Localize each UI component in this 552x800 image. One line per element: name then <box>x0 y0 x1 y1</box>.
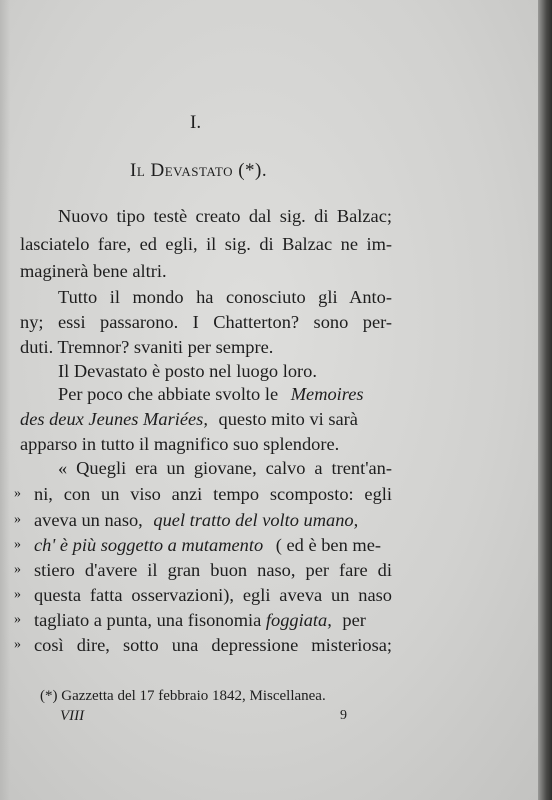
text-span: tagliato a punta, una fisonomia <box>34 610 262 630</box>
text-line: « Quegli era un giovane, calvo a trent'an- <box>58 458 392 478</box>
quote-mark: » <box>14 637 21 652</box>
text-line: Tutto il mondo ha conosciuto gli Anto- <box>58 287 392 307</box>
quote-mark: » <box>14 486 21 501</box>
text-span: questo mito vi sarà <box>218 409 358 429</box>
signature-mark: VIII <box>60 708 85 724</box>
text-line: stiero d'avere il gran buon naso, per fare di <box>34 560 392 580</box>
text-line: ny; essi passarono. I Chatterton? sono per- <box>20 312 392 332</box>
italic-phrase: quel tratto del volto umano, <box>153 510 359 530</box>
italic-title: Memoires <box>290 384 364 404</box>
text-line: ni, con un viso anzi tempo scomposto: egli <box>34 484 392 504</box>
text-span: Per poco che abbiate svolto le <box>58 384 279 404</box>
italic-title: des deux Jeunes Mariées, <box>20 409 208 429</box>
text-span: ( ed è ben me- <box>275 535 381 555</box>
text-line: Nuovo tipo testè creato dal sig. di Balzac; <box>58 206 392 226</box>
quote-mark: » <box>14 562 21 577</box>
italic-phrase: ch' è più soggetto a mutamento <box>34 535 264 555</box>
text-line: apparso in tutto il magnifico suo splendore. <box>20 434 340 454</box>
text-line: Il Devastato è posto nel luogo loro. <box>58 361 317 381</box>
italic-phrase: foggiata, <box>265 610 332 630</box>
footnote: (*) Gazzetta del 17 febbraio 1842, Miscellanea. <box>40 688 326 704</box>
text-line: lasciatelo fare, ed egli, il sig. di Balzac ne im- <box>20 234 392 254</box>
text-span: per <box>342 610 366 630</box>
text-line <box>34 608 406 632</box>
book-gutter <box>538 0 552 800</box>
text-line <box>34 508 406 532</box>
chapter-title: Il Devastato (*). <box>130 160 268 181</box>
quote-mark: » <box>14 612 21 627</box>
quote-mark: » <box>14 587 21 602</box>
text-line: maginerà bene altri. <box>20 261 167 281</box>
chapter-number: I. <box>190 112 202 133</box>
text-line <box>20 407 392 431</box>
text-span: aveva un naso, <box>34 510 143 530</box>
quote-mark: » <box>14 512 21 527</box>
page-edge <box>0 0 10 800</box>
text-line: così dire, sotto una depressione misteriosa; <box>34 635 392 655</box>
quote-mark: » <box>14 537 21 552</box>
text-line: duti. Tremnor? svaniti per sempre. <box>20 337 274 357</box>
text-line <box>58 382 430 406</box>
text-line <box>34 533 406 557</box>
text-line: questa fatta osservazioni), egli aveva un naso <box>34 585 392 605</box>
page-number: 9 <box>340 708 347 723</box>
